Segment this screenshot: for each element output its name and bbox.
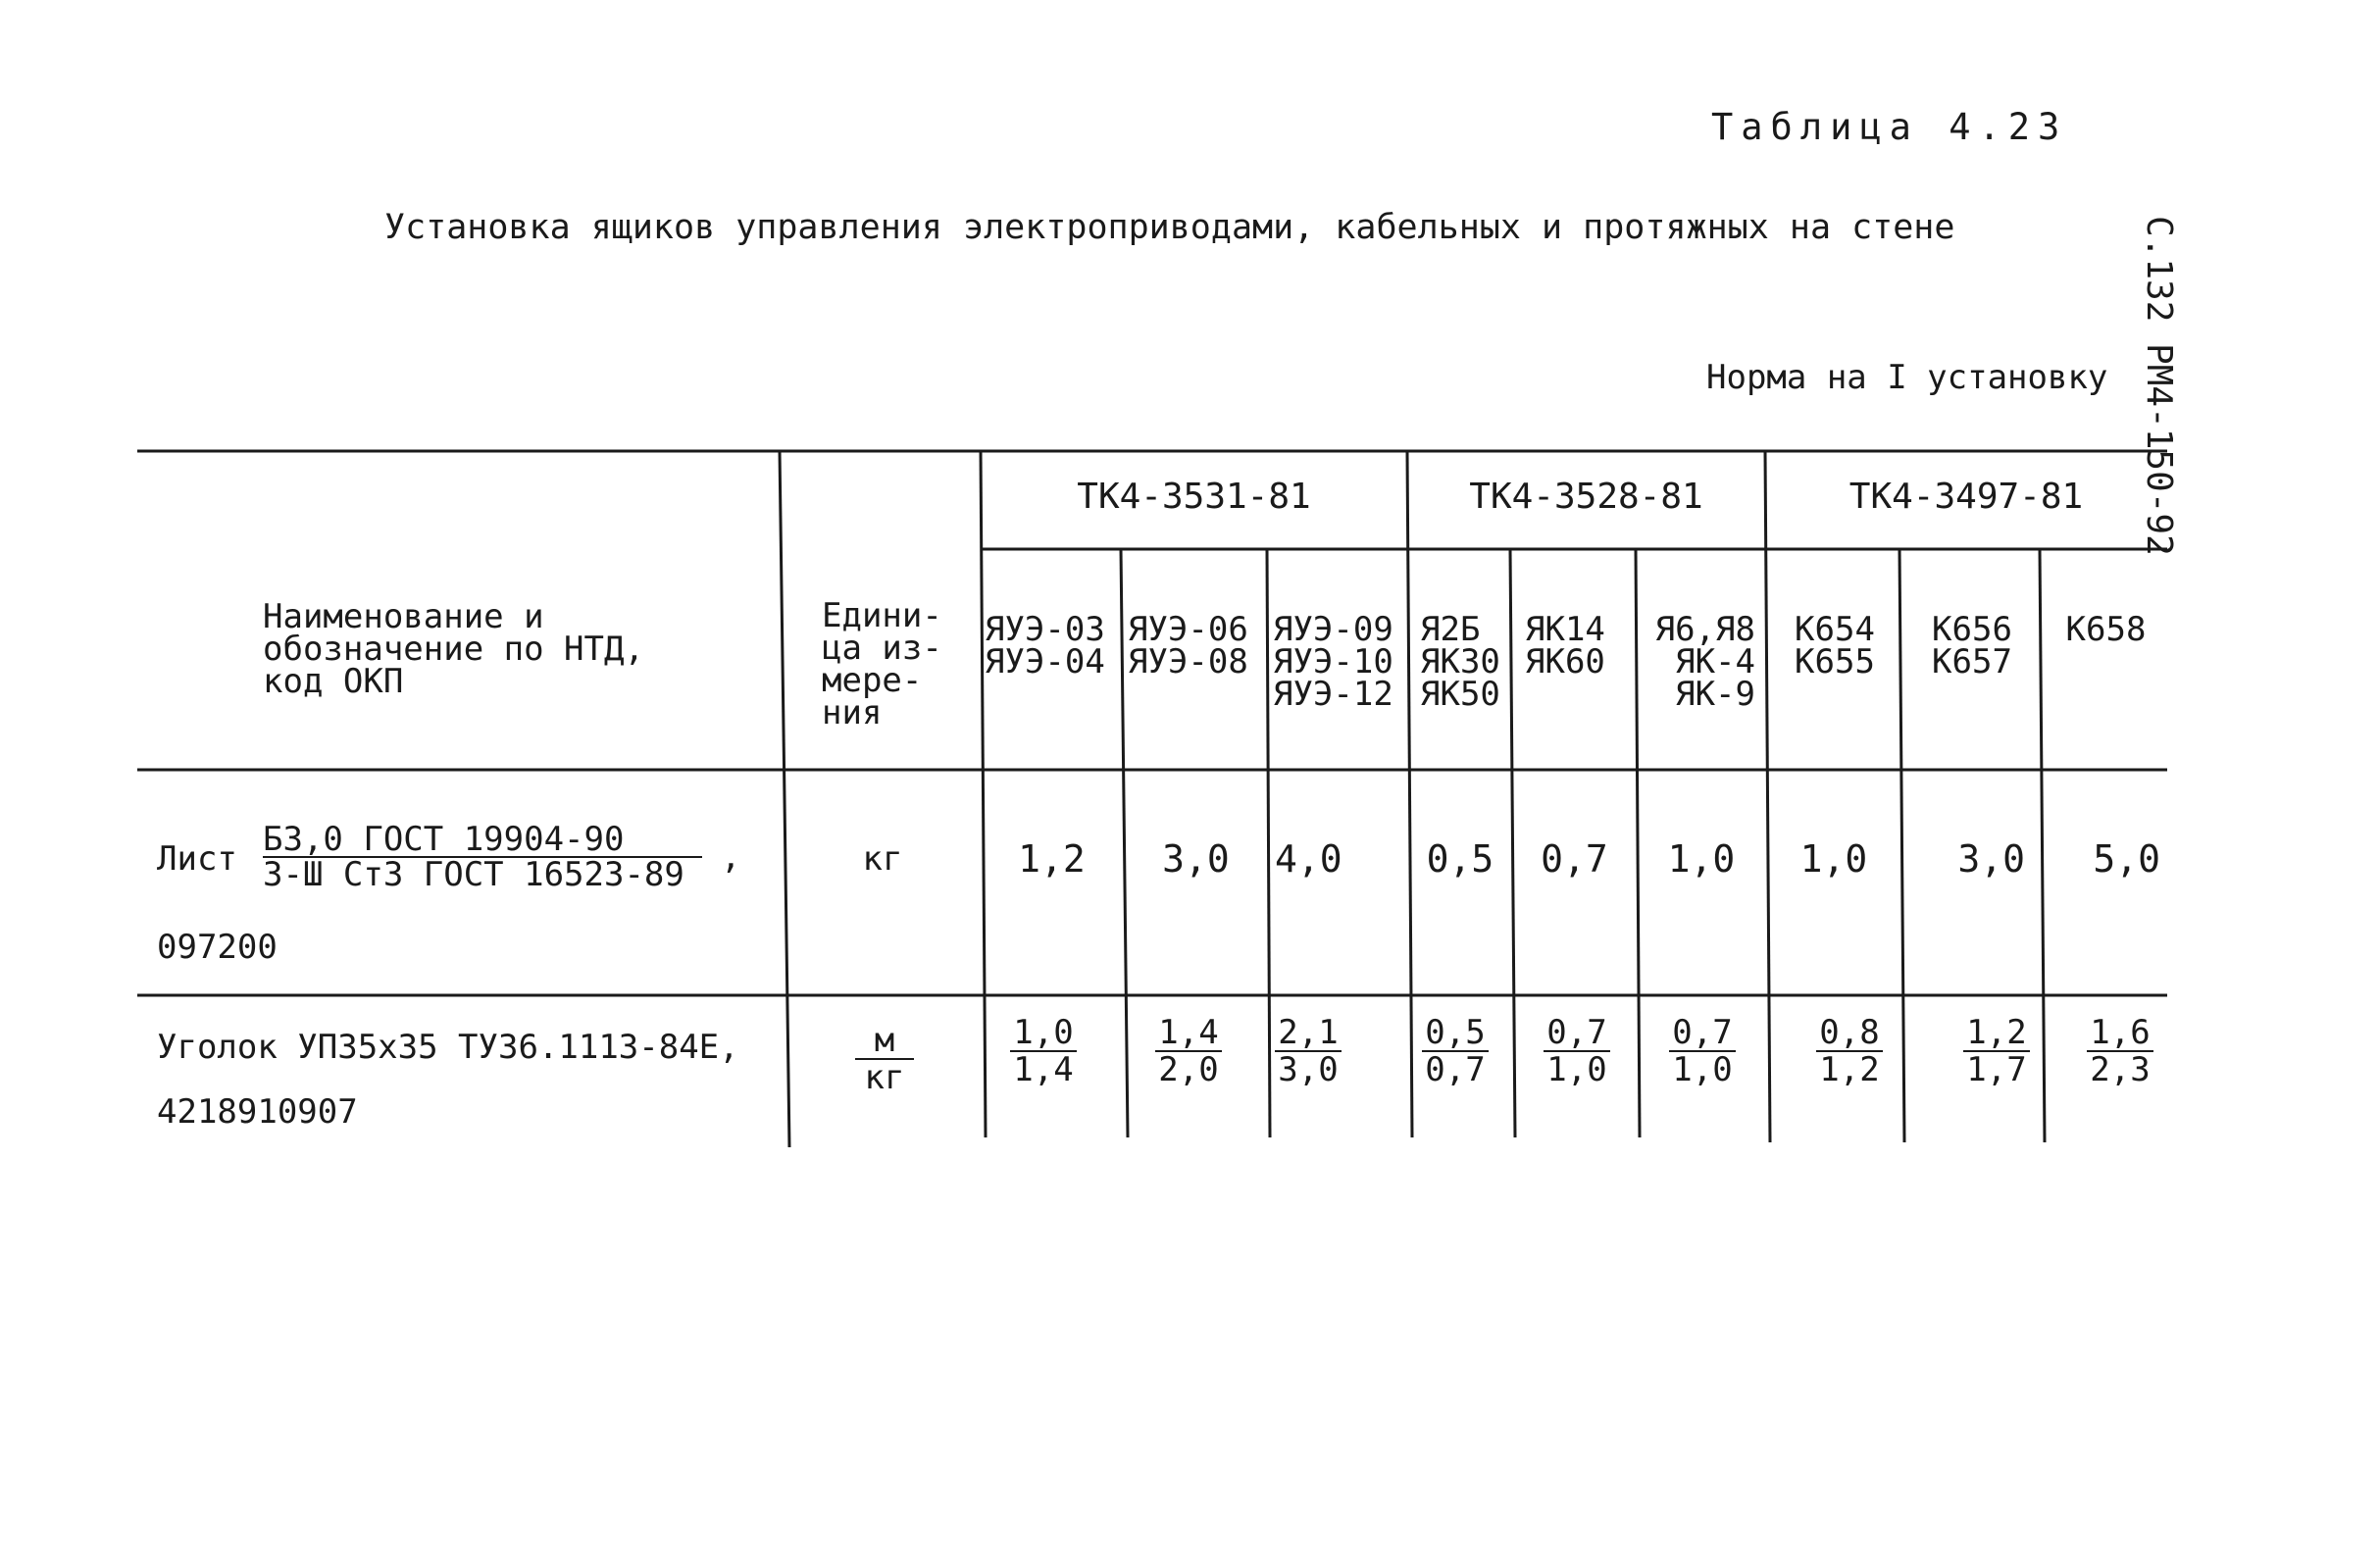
row-1-value-1: 1,2	[1018, 837, 1086, 881]
col-header-3-line-1: ЯУЭ-09	[1273, 610, 1393, 649]
row-1-value-2: 3,0	[1162, 837, 1230, 881]
row-1-unit: кг	[862, 839, 903, 879]
row-1-value-6: 1,0	[1667, 837, 1736, 881]
row-2-value-6	[1669, 1015, 1736, 1087]
row-1-value-3: 4,0	[1275, 837, 1342, 881]
row-2-value-5	[1544, 1015, 1610, 1087]
col-header-4-line-3: ЯК50	[1420, 675, 1500, 714]
col-header-6-line-1: Я6,Я8	[1654, 610, 1755, 649]
col-header-1-line-1: ЯУЭ-03	[985, 610, 1105, 649]
row-1-value-9: 5,0	[2093, 837, 2160, 881]
col-header-3-line-2: ЯУЭ-10	[1273, 642, 1393, 681]
col-header-7-line-1: К654	[1795, 610, 1875, 649]
row-2-value-5-num: 0,7	[1544, 1015, 1610, 1052]
col-header-2-line-2: ЯУЭ-08	[1128, 642, 1248, 681]
col-header-8-line-2: К657	[1932, 642, 2012, 681]
row-2-value-5-den: 1,0	[1546, 1050, 1607, 1089]
row-2-value-1-num: 1,0	[1010, 1015, 1077, 1052]
row-2-value-4-num: 0,5	[1422, 1015, 1489, 1052]
row-2-unit-den: кг	[864, 1058, 905, 1097]
header-unit-line-3: мере-	[822, 661, 923, 700]
row-1-value-4: 0,5	[1426, 837, 1494, 881]
header-unit-line-1: Едини-	[822, 596, 942, 635]
row-2-value-1-den: 1,4	[1013, 1050, 1074, 1089]
table-caption: Установка ящиков управления электроприводами, кабельных и протяжных на стене	[384, 208, 1955, 247]
header-name-line-1: Наименование и	[263, 597, 544, 636]
row-2-value-8-den: 1,7	[1966, 1050, 2027, 1089]
group-header-2: ТК4-3528-81	[1469, 477, 1703, 517]
col-header-9-line-1: К658	[2065, 610, 2147, 649]
row-2-value-9-den: 2,3	[2090, 1050, 2151, 1089]
col-header-2-line-1: ЯУЭ-06	[1128, 610, 1248, 649]
row-2-value-4-den: 0,7	[1425, 1050, 1486, 1089]
header-name-line-2: обозначение по НТД,	[263, 630, 644, 669]
row-1-name-num: Б3,0 ГОСТ 19904-90	[263, 824, 702, 858]
row-2-value-2	[1155, 1015, 1222, 1087]
row-2-value-8	[1963, 1015, 2030, 1087]
norm-caption: Норма на I установку	[1706, 358, 2108, 397]
row-1-name-suffix: ,	[721, 837, 741, 877]
col-header-8-line-1: К656	[1932, 610, 2012, 649]
col-header-5-line-1: ЯК14	[1525, 610, 1605, 649]
row-1-value-5: 0,7	[1541, 837, 1608, 881]
col-header-1-line-2: ЯУЭ-04	[985, 642, 1105, 681]
table-title: Таблица 4.23	[1711, 106, 2068, 148]
group-header-3: ТК4-3497-81	[1848, 477, 2084, 517]
page-side-label: С.132 РМ4-150-92	[2139, 216, 2179, 556]
row-2-code: 4218910907	[157, 1092, 358, 1132]
row-2-value-7-den: 1,2	[1819, 1050, 1880, 1089]
row-2-unit	[855, 1023, 914, 1095]
col-header-3-line-3: ЯУЭ-12	[1273, 675, 1393, 714]
col-header-4-line-1: Я2Б	[1420, 610, 1481, 649]
row-2-value-7	[1816, 1015, 1883, 1087]
row-2-value-4	[1422, 1015, 1489, 1087]
row-2-value-8-num: 1,2	[1963, 1015, 2030, 1052]
col-header-5-line-2: ЯК60	[1525, 642, 1605, 681]
col-header-7-line-2: К655	[1795, 642, 1875, 681]
row-2-value-9-num: 1,6	[2087, 1015, 2153, 1052]
col-header-6-line-2: ЯК-4	[1675, 642, 1755, 681]
header-unit-line-2: ца из-	[822, 629, 942, 668]
row-1-value-8: 3,0	[1957, 837, 2025, 881]
row-2-value-2-num: 1,4	[1155, 1015, 1222, 1052]
col-header-4-line-2: ЯК30	[1420, 642, 1500, 681]
row-2-value-3-num: 2,1	[1275, 1015, 1342, 1052]
col-header-6-line-3: ЯК-9	[1675, 675, 1755, 714]
row-1-code: 097200	[157, 928, 278, 967]
group-header-1: ТК4-3531-81	[1077, 477, 1311, 517]
header-unit-line-4: ния	[822, 693, 883, 732]
row-1-value-7: 1,0	[1799, 837, 1868, 881]
row-2-value-9	[2087, 1015, 2153, 1087]
row-2-name: Уголок УП35х35 ТУ36.1113-84Е,	[157, 1028, 739, 1067]
row-2-value-6-num: 0,7	[1669, 1015, 1736, 1052]
row-2-value-3	[1275, 1015, 1342, 1087]
row-2-value-2-den: 2,0	[1158, 1050, 1219, 1089]
row-2-value-3-den: 3,0	[1278, 1050, 1339, 1089]
header-name-line-3: код ОКП	[263, 662, 404, 701]
row-2-value-7-num: 0,8	[1816, 1015, 1883, 1052]
row-1-name-den: 3-Ш Ст3 ГОСТ 16523-89	[263, 855, 684, 894]
row-2-unit-num: м	[855, 1023, 914, 1060]
row-2-value-1	[1010, 1015, 1077, 1087]
row-1-name-prefix: Лист	[157, 839, 237, 879]
row-2-value-6-den: 1,0	[1672, 1050, 1733, 1089]
